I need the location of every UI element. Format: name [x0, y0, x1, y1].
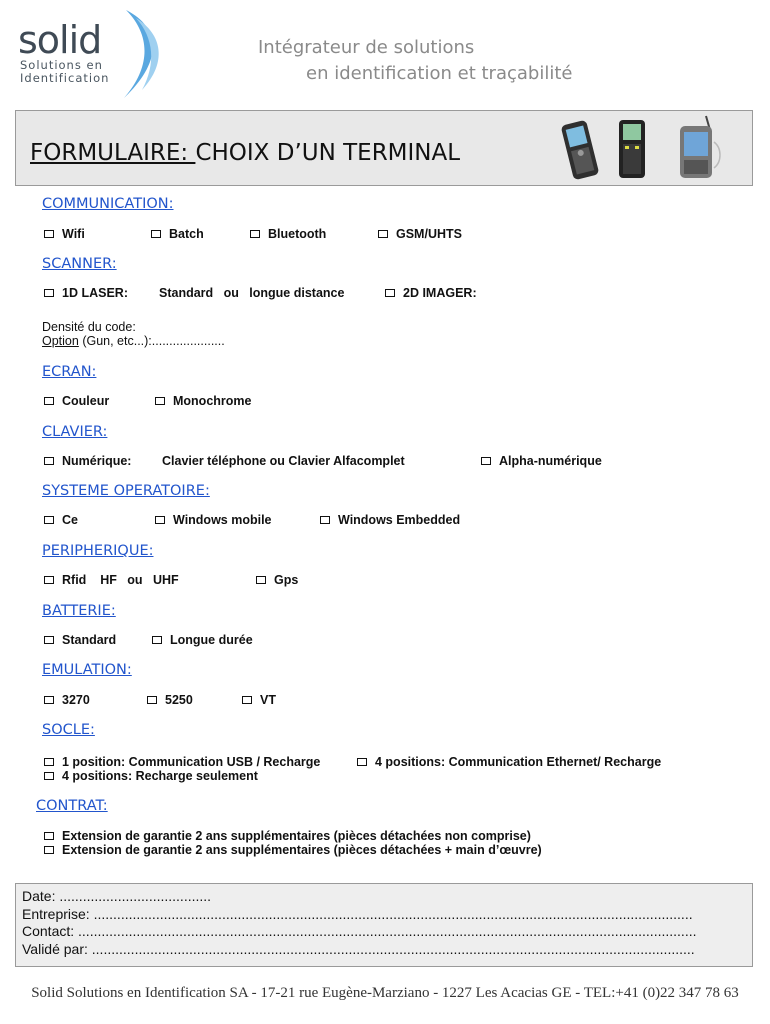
option-gps[interactable] — [256, 573, 298, 587]
checkbox-icon[interactable] — [44, 832, 54, 840]
option-bluetooth[interactable] — [250, 227, 326, 241]
checkbox-icon[interactable] — [378, 230, 388, 238]
option-label: Longue durée — [170, 633, 253, 647]
company-address: Solid Solutions en Identification SA - 17-21 rue Eugène-Marziano - 1227 Les Acacias GE - TEL:+41 (0)22 347 78 63 — [31, 985, 739, 1001]
checkbox-icon[interactable] — [44, 516, 54, 524]
option-label: Alpha-numérique — [499, 454, 602, 468]
logo-wordmark: solid — [18, 18, 102, 62]
density-label: Densité du code: — [42, 320, 136, 334]
option-standard[interactable] — [44, 633, 116, 647]
checkbox-icon[interactable] — [44, 289, 54, 297]
checkbox-icon[interactable] — [151, 230, 161, 238]
option-5250[interactable] — [147, 693, 193, 707]
option-2d-imager[interactable] — [385, 286, 477, 300]
section-clavier: CLAVIER: — [42, 424, 108, 440]
option-label: 1 position: Communication USB / Recharge — [62, 755, 321, 769]
checkbox-icon[interactable] — [385, 289, 395, 297]
option-1d-laser[interactable] — [44, 286, 128, 300]
section-contrat: CONTRAT: — [36, 798, 108, 814]
option-label: 3270 — [62, 693, 90, 707]
option-socle-4-ethernet[interactable] — [357, 755, 661, 769]
checkbox-icon[interactable] — [44, 397, 54, 405]
option-label: Couleur — [62, 394, 110, 408]
option-vt[interactable] — [242, 693, 276, 707]
checkbox-icon[interactable] — [155, 516, 165, 524]
logo-sub-line2: Identification — [20, 71, 110, 85]
tagline-line1: Intégrateur de solutions — [258, 37, 475, 58]
option-monochrome[interactable] — [155, 394, 251, 408]
checkbox-icon[interactable] — [152, 636, 162, 644]
option-label: 4 positions: Communication Ethernet/ Recharge — [375, 755, 662, 769]
option-socle-4-recharge[interactable] — [44, 769, 258, 783]
option-label: GSM/UHTS — [396, 227, 462, 241]
checkbox-icon[interactable] — [242, 696, 252, 704]
keyboard-type-text: Clavier téléphone ou Clavier Alfacomplet — [162, 454, 405, 468]
option-label: Batch — [169, 227, 204, 241]
scanner-option-line[interactable] — [42, 334, 225, 348]
checkbox-icon[interactable] — [44, 636, 54, 644]
checkbox-icon[interactable] — [320, 516, 330, 524]
option-contrat-avec-main-oeuvre[interactable] — [44, 843, 542, 857]
date-field[interactable]: Date: ....................................... — [22, 888, 212, 904]
section-ecran: ECRAN: — [42, 364, 97, 380]
option-underlined: Option — [42, 334, 79, 348]
terminal-image-1 — [558, 118, 602, 182]
option-ce[interactable] — [44, 513, 78, 527]
option-label: 4 positions: Recharge seulement — [62, 769, 258, 783]
checkbox-icon[interactable] — [44, 696, 54, 704]
logo-swoosh-icon — [118, 8, 178, 100]
checkbox-icon[interactable] — [44, 230, 54, 238]
option-label: 2D IMAGER: — [403, 286, 477, 300]
checkbox-icon[interactable] — [256, 576, 266, 584]
option-label: Windows Embedded — [338, 513, 461, 527]
option-windows-embedded[interactable] — [320, 513, 460, 527]
option-label: Windows mobile — [173, 513, 272, 527]
option-alpha-numerique[interactable] — [481, 454, 602, 468]
option-label: Gps — [274, 573, 299, 587]
density-note — [42, 320, 225, 348]
tagline-line2: en identification et traçabilité — [306, 63, 573, 84]
logo-sub-line1: Solutions en — [20, 58, 103, 72]
option-label: Rfid HF ou UHF — [62, 573, 179, 587]
checkbox-icon[interactable] — [481, 457, 491, 465]
section-communication: COMMUNICATION: — [42, 196, 174, 212]
title-prefix: FORMULAIRE: — [30, 140, 196, 166]
option-3270[interactable] — [44, 693, 90, 707]
option-label: Ce — [62, 513, 78, 527]
option-label: Monochrome — [173, 394, 252, 408]
title-main: CHOIX D’UN TERMINAL — [195, 140, 461, 166]
option-label: 1D LASER: — [62, 286, 128, 300]
option-label: Numérique: — [62, 454, 132, 468]
option-label: 5250 — [165, 693, 193, 707]
checkbox-icon[interactable] — [357, 758, 367, 766]
section-systeme-operatoire: SYSTEME OPERATOIRE: — [42, 483, 210, 499]
checkbox-icon[interactable] — [44, 772, 54, 780]
checkbox-icon[interactable] — [147, 696, 157, 704]
laser-range-text: Standard ou longue distance — [159, 286, 345, 300]
section-batterie: BATTERIE: — [42, 603, 116, 619]
option-batch[interactable] — [151, 227, 204, 241]
form-title — [30, 140, 460, 166]
option-longue-duree[interactable] — [152, 633, 253, 647]
entreprise-field[interactable]: Entreprise: .......................................................................................................................................................... — [22, 906, 693, 922]
logo-subtitle — [20, 59, 109, 85]
option-fill: (Gun, etc...):..................... — [78, 334, 225, 348]
option-couleur[interactable] — [44, 394, 109, 408]
checkbox-icon[interactable] — [44, 846, 54, 854]
option-label: Extension de garantie 2 ans supplémentaires (pièces détachées + main d’œuvre) — [62, 843, 542, 857]
option-label: Bluetooth — [268, 227, 327, 241]
terminal-image-3 — [672, 112, 722, 182]
option-label: Wifi — [62, 227, 85, 241]
option-windows-mobile[interactable] — [155, 513, 272, 527]
option-contrat-sans-main-oeuvre[interactable] — [44, 829, 531, 843]
checkbox-icon[interactable] — [44, 576, 54, 584]
section-scanner: SCANNER: — [42, 256, 117, 272]
section-socle: SOCLE: — [42, 722, 95, 738]
valide-par-field[interactable]: Validé par: ........................................................................................................................................................... — [22, 941, 695, 957]
option-label: Extension de garantie 2 ans supplémentaires (pièces détachées non comprise) — [62, 829, 531, 843]
checkbox-icon[interactable] — [250, 230, 260, 238]
option-numerique[interactable] — [44, 454, 131, 468]
checkbox-icon[interactable] — [44, 457, 54, 465]
checkbox-icon[interactable] — [44, 758, 54, 766]
option-label: Standard — [62, 633, 117, 647]
section-peripherique: PERIPHERIQUE: — [42, 543, 154, 559]
option-label: VT — [260, 693, 276, 707]
option-rfid[interactable] — [44, 573, 179, 587]
option-wifi[interactable] — [44, 227, 85, 241]
section-emulation: EMULATION: — [42, 662, 132, 678]
terminal-image-2 — [614, 116, 650, 182]
option-gsm-uhts[interactable] — [378, 227, 462, 241]
contact-field[interactable]: Contact: ............................................................................................................................................................... — [22, 923, 697, 939]
option-socle-1-usb[interactable] — [44, 755, 320, 769]
checkbox-icon[interactable] — [155, 397, 165, 405]
